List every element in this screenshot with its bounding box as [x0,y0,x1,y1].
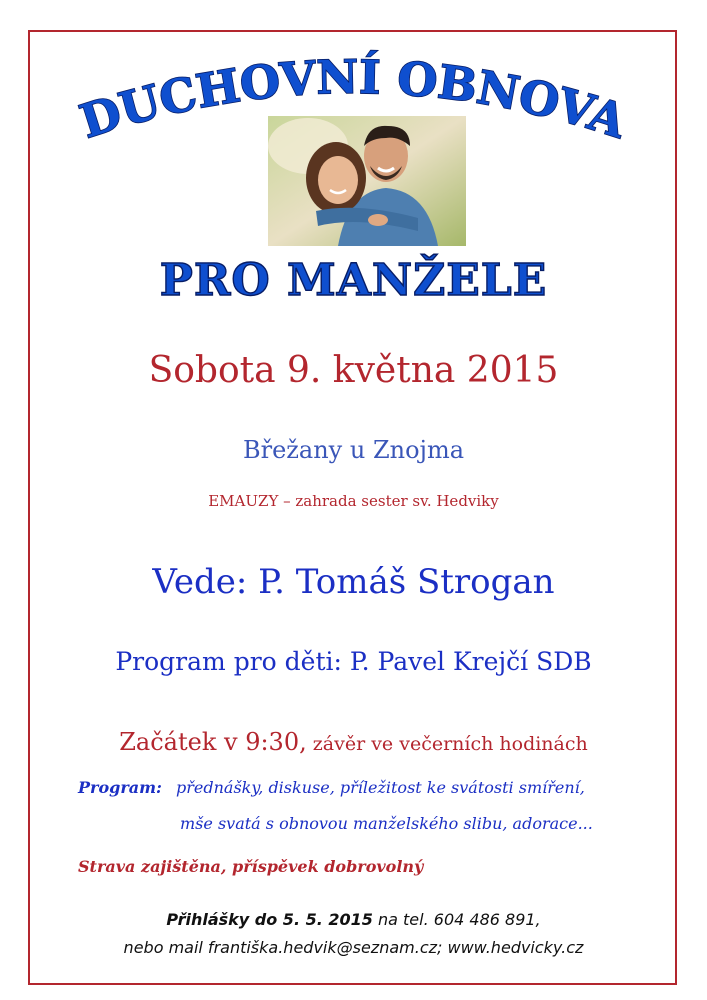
event-leader: Vede: P. Tomáš Strogan [152,562,555,602]
event-date: Sobota 9. května 2015 [148,350,559,391]
program-line-1: přednášky, diskuse, příležitost ke svátosti smíření, [176,778,585,797]
kids-program: Program pro děti: P. Pavel Krejčí SDB [115,647,592,676]
start-rest: závěr ve večerních hodinách [306,733,588,755]
food-note: Strava zajištěna, příspěvek dobrovolný [78,857,424,876]
start-main: Začátek v 9:30, [119,728,307,756]
subtitle: PRO MANŽELE [159,255,548,306]
couple-photo [268,116,466,246]
contact-line-1 [0,910,707,929]
title-text: DUCHOVNÍ OBNOVA [73,49,633,149]
signup-deadline: Přihlášky do 5. 5. 2015 [166,910,373,929]
event-venue: EMAUZY – zahrada sester sv. Hedviky [208,492,499,510]
program-label: Program: [78,778,162,797]
contact-line-2: nebo mail františka.hedvik@seznam.cz; www.hedvicky.cz [123,938,584,957]
event-place: Břežany u Znojma [242,436,465,464]
contact-phone: na tel. 604 486 891, [372,910,541,929]
start-time [0,728,707,756]
program-line-2: mše svatá s obnovou manželského slibu, adorace... [180,814,593,833]
